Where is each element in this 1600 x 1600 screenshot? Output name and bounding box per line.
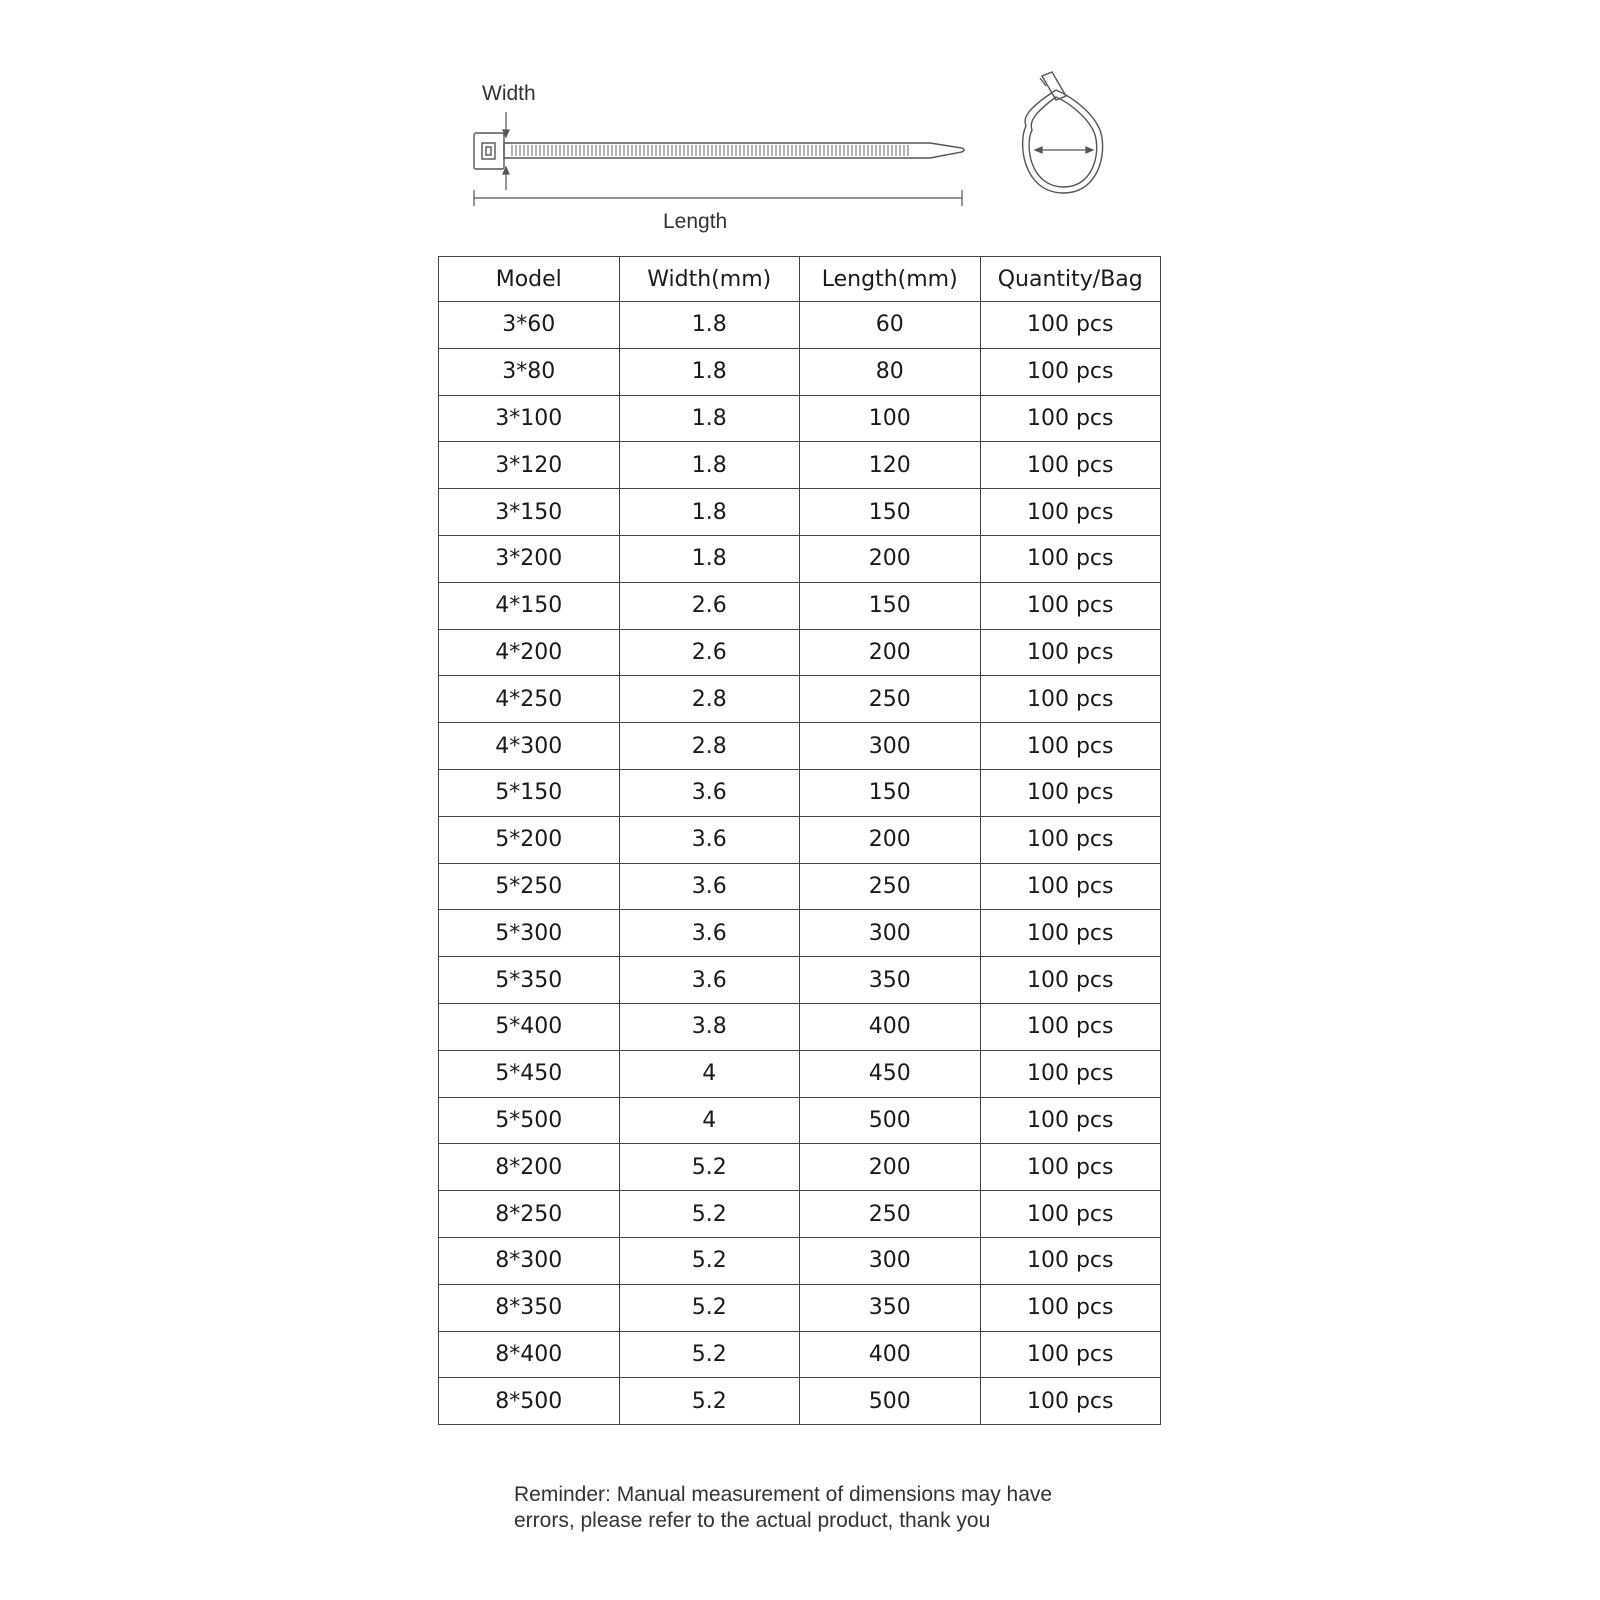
reminder-line-2: errors, please refer to the actual product, thank you	[514, 1509, 991, 1532]
cell-model: 8*400	[439, 1331, 620, 1378]
spec-table	[438, 256, 1161, 1425]
cell-length: 150	[800, 489, 981, 536]
cell-width: 5.2	[619, 1378, 800, 1425]
cell-quantity: 100 pcs	[980, 1097, 1161, 1144]
cell-quantity: 100 pcs	[980, 1331, 1161, 1378]
loop-diameter-arrow	[1035, 147, 1093, 153]
cell-width: 1.8	[619, 395, 800, 442]
cell-width: 3.6	[619, 957, 800, 1004]
cell-length: 200	[800, 1144, 981, 1191]
spec-table-body	[439, 302, 1161, 1425]
cell-length: 500	[800, 1378, 981, 1425]
table-row	[439, 769, 1161, 816]
cell-width: 2.6	[619, 582, 800, 629]
header-model: Model	[439, 257, 620, 302]
cell-model: 3*200	[439, 535, 620, 582]
table-row	[439, 395, 1161, 442]
table-row	[439, 957, 1161, 1004]
cable-tie-straight-icon	[474, 133, 964, 169]
cell-length: 350	[800, 957, 981, 1004]
table-row	[439, 676, 1161, 723]
cell-model: 4*200	[439, 629, 620, 676]
table-row	[439, 1331, 1161, 1378]
cell-length: 150	[800, 582, 981, 629]
cell-length: 300	[800, 910, 981, 957]
cell-length: 60	[800, 302, 981, 349]
cell-model: 4*300	[439, 723, 620, 770]
cell-width: 1.8	[619, 535, 800, 582]
table-row	[439, 1284, 1161, 1331]
table-row	[439, 442, 1161, 489]
cell-model: 3*120	[439, 442, 620, 489]
header-width: Width(mm)	[619, 257, 800, 302]
cell-width: 3.6	[619, 816, 800, 863]
cell-model: 5*400	[439, 1003, 620, 1050]
cell-length: 150	[800, 769, 981, 816]
cell-length: 250	[800, 1191, 981, 1238]
cell-width: 2.6	[619, 629, 800, 676]
dimension-diagram	[0, 0, 1600, 240]
cell-width: 1.8	[619, 348, 800, 395]
cell-model: 3*100	[439, 395, 620, 442]
table-row	[439, 348, 1161, 395]
cell-quantity: 100 pcs	[980, 676, 1161, 723]
cell-width: 5.2	[619, 1144, 800, 1191]
table-row	[439, 1237, 1161, 1284]
cable-tie-loop-icon	[1023, 72, 1103, 193]
reminder-line-1: Reminder: Manual measurement of dimensions may have	[514, 1483, 1053, 1506]
cell-quantity: 100 pcs	[980, 395, 1161, 442]
cell-model: 4*250	[439, 676, 620, 723]
length-dimension-line	[474, 190, 962, 206]
cell-width: 5.2	[619, 1331, 800, 1378]
table-row	[439, 1191, 1161, 1238]
cell-model: 3*150	[439, 489, 620, 536]
table-row	[439, 1003, 1161, 1050]
cell-model: 5*500	[439, 1097, 620, 1144]
cell-model: 8*350	[439, 1284, 620, 1331]
table-row	[439, 1378, 1161, 1425]
cell-model: 5*300	[439, 910, 620, 957]
cell-model: 5*350	[439, 957, 620, 1004]
table-row	[439, 910, 1161, 957]
table-row	[439, 863, 1161, 910]
table-row	[439, 1050, 1161, 1097]
cell-model: 5*200	[439, 816, 620, 863]
cell-model: 8*250	[439, 1191, 620, 1238]
cell-width: 3.8	[619, 1003, 800, 1050]
cell-width: 3.6	[619, 769, 800, 816]
header-row	[439, 257, 1161, 302]
cell-length: 120	[800, 442, 981, 489]
cell-quantity: 100 pcs	[980, 769, 1161, 816]
cell-quantity: 100 pcs	[980, 863, 1161, 910]
cell-quantity: 100 pcs	[980, 535, 1161, 582]
reminder-note	[514, 1482, 1154, 1534]
cell-quantity: 100 pcs	[980, 489, 1161, 536]
table-row	[439, 629, 1161, 676]
cell-quantity: 100 pcs	[980, 1003, 1161, 1050]
cell-quantity: 100 pcs	[980, 442, 1161, 489]
cell-model: 5*150	[439, 769, 620, 816]
cell-length: 250	[800, 676, 981, 723]
cell-width: 3.6	[619, 910, 800, 957]
cell-quantity: 100 pcs	[980, 1050, 1161, 1097]
cell-length: 400	[800, 1003, 981, 1050]
cell-model: 8*200	[439, 1144, 620, 1191]
cell-quantity: 100 pcs	[980, 1378, 1161, 1425]
cell-width: 1.8	[619, 442, 800, 489]
table-row	[439, 723, 1161, 770]
table-row	[439, 1097, 1161, 1144]
table-row	[439, 1144, 1161, 1191]
cell-quantity: 100 pcs	[980, 816, 1161, 863]
cell-model: 3*60	[439, 302, 620, 349]
cell-length: 250	[800, 863, 981, 910]
table-row	[439, 535, 1161, 582]
cell-width: 4	[619, 1050, 800, 1097]
cell-length: 100	[800, 395, 981, 442]
cell-quantity: 100 pcs	[980, 957, 1161, 1004]
cell-model: 8*500	[439, 1378, 620, 1425]
cell-length: 200	[800, 535, 981, 582]
cell-width: 5.2	[619, 1284, 800, 1331]
cell-quantity: 100 pcs	[980, 1237, 1161, 1284]
table-row	[439, 816, 1161, 863]
cell-quantity: 100 pcs	[980, 1284, 1161, 1331]
cell-quantity: 100 pcs	[980, 302, 1161, 349]
cell-length: 300	[800, 723, 981, 770]
cell-width: 2.8	[619, 723, 800, 770]
cell-width: 3.6	[619, 863, 800, 910]
cell-quantity: 100 pcs	[980, 582, 1161, 629]
cell-width: 5.2	[619, 1237, 800, 1284]
cable-tie-diagram	[0, 0, 1600, 240]
cell-length: 500	[800, 1097, 981, 1144]
cell-model: 8*300	[439, 1237, 620, 1284]
table-row	[439, 582, 1161, 629]
cell-quantity: 100 pcs	[980, 1144, 1161, 1191]
cell-model: 3*80	[439, 348, 620, 395]
cell-length: 400	[800, 1331, 981, 1378]
cell-length: 300	[800, 1237, 981, 1284]
cell-width: 1.8	[619, 302, 800, 349]
cell-model: 5*450	[439, 1050, 620, 1097]
cell-width: 2.8	[619, 676, 800, 723]
cell-length: 200	[800, 629, 981, 676]
cell-width: 5.2	[619, 1191, 800, 1238]
cell-width: 1.8	[619, 489, 800, 536]
cell-length: 450	[800, 1050, 981, 1097]
cell-length: 350	[800, 1284, 981, 1331]
table-row	[439, 302, 1161, 349]
width-label: Width	[482, 82, 536, 105]
cell-model: 4*150	[439, 582, 620, 629]
table-row	[439, 489, 1161, 536]
header-quantity: Quantity/Bag	[980, 257, 1161, 302]
cell-quantity: 100 pcs	[980, 348, 1161, 395]
header-length: Length(mm)	[800, 257, 981, 302]
cell-width: 4	[619, 1097, 800, 1144]
cell-model: 5*250	[439, 863, 620, 910]
cell-quantity: 100 pcs	[980, 910, 1161, 957]
cell-length: 200	[800, 816, 981, 863]
cell-quantity: 100 pcs	[980, 629, 1161, 676]
cell-quantity: 100 pcs	[980, 1191, 1161, 1238]
cell-length: 80	[800, 348, 981, 395]
length-label: Length	[663, 210, 728, 233]
cell-quantity: 100 pcs	[980, 723, 1161, 770]
